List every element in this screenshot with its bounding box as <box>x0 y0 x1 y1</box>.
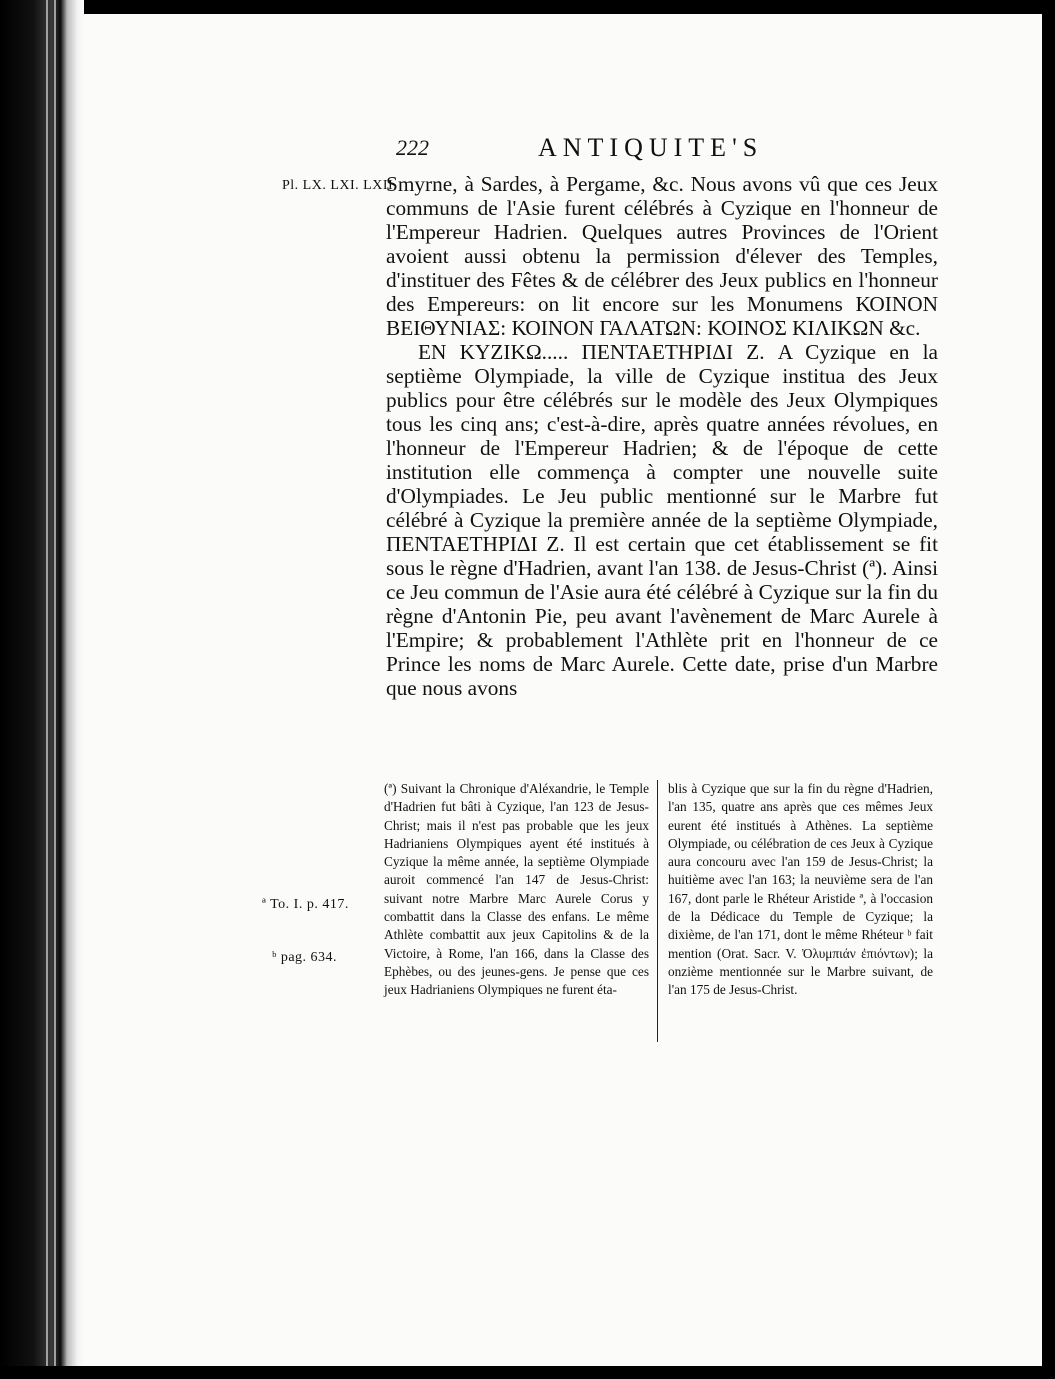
scan-right-border <box>1042 0 1055 1379</box>
paragraph-2: ΕΝ ΚΥΖΙΚΩ..... ΠΕΝΤΑΕΤΗΡΙΔΙ Ζ. A Cyzique en la septième Olympiade, la ville de Cyzique institua des Jeux publics pour être célébrés sur le modèle des Jeux Olympiques tous les cinq ans; c'est-à-dire, après quatre années révolues, en l'honneur de l'Empereur Hadrien; & de l'époque de cette institution elle commença à compter une nouvelle suite d'Olympiades. Le Jeu public mentionné sur le Marbre fut célébré à Cyzique la première année de la septième Olympiade, ΠΕΝΤΑΕΤΗΡΙΔΙ Ζ. Il est certain que cet établissement se fit sous le règne d'Hadrien, avant l'an 138. de Jesus-Christ (ª). Ainsi ce Jeu commun de l'Asie aura été célébré à Cyzique sur la fin du règne d'Antonin Pie, peu avant l'avènement de Marc Aurele à l'Empire; & probablement l'Athlète prit en l'honneur de ce Prince les noms de Marc Aurele. Cette date, prise d'un Marbre que nous avons <box>386 340 938 700</box>
column-divider <box>657 780 658 1042</box>
page-header <box>396 133 946 169</box>
main-text-block <box>386 172 938 700</box>
footnote-right-column: blis à Cyzique que sur la fin du règne d'Hadrien, l'an 135, quatre ans après que ces mêmes Jeux eurent été institués à Athènes. La septième Olympiade, ou célébration de ces Jeux à Cyzique aura concouru avec l'an 159 de Jesus-Christ; la huitième avec l'an 163; la neuvième sera de l'an 167, dont parle le Rhéteur Aristide ª, à l'occasion de la Dédicace du Temple de Cyzique; la dixième, de l'an 171, dont le même Rhéteur ᵇ fait mention (Orat. Sacr. V. Ὀλυμπιάν ἐπιόντων); la onzième mentionnée sur le Marbre suivant, de l'an 175 de Jesus-Christ. <box>668 781 933 998</box>
margin-plate-reference: Pl. LX. LXI. LXII. <box>282 178 398 193</box>
paragraph-1: Smyrne, à Sardes, à Pergame, &c. Nous avons vû que ces Jeux communs de l'Asie furent célébrés à Cyzique en l'honneur de l'Empereur Hadrien. Quelques autres Provinces de l'Orient avoient aussi obtenu la permission d'élever des Temples, d'instituer des Fêtes & de célébrer des Jeux publics en l'honneur des Empereurs: on lit encore sur les Monumens ΚΟΙΝΟΝ ΒΕΙΘΥΝΙΑΣ: ΚΟΙΝΟΝ ΓΑΛΑΤΩΝ: ΚΟΙΝΟΣ ΚΙΛΙΚΩΝ &c. <box>386 172 938 340</box>
footnotes <box>384 780 940 1050</box>
scan-top-border <box>0 0 1055 14</box>
book-gutter-shadow <box>0 0 84 1379</box>
page-number: 222 <box>396 135 429 160</box>
running-head: ANTIQUITE'S <box>538 133 764 162</box>
footnote-left-column: (ª) Suivant la Chronique d'Aléxandrie, le Temple d'Hadrien fut bâti à Cyzique, l'an 123 de Jesus-Christ; mais il n'est pas probable que les jeux Hadrianiens Olympiques ayent été institués à Cyzique la même année, la septième Olympiade auroit commencé l'an 147 de Jesus-Christ: suivant notre Marbre Marc Aurele Corus y combattit dans la Classe des enfans. Le même Athlète combattit aux jeux Capitolins & de la Victoire, à Rome, l'an 166, dans la Classe des Ephèbes, ou des jeunes-gens. Je pense que ces jeux Hadrianiens Olympiques ne furent éta- <box>384 781 649 998</box>
margin-reference-b: ᵇ pag. 634. <box>272 950 338 965</box>
scan-bottom-border <box>0 1366 1055 1379</box>
margin-reference-a: ª To. I. p. 417. <box>262 897 349 912</box>
